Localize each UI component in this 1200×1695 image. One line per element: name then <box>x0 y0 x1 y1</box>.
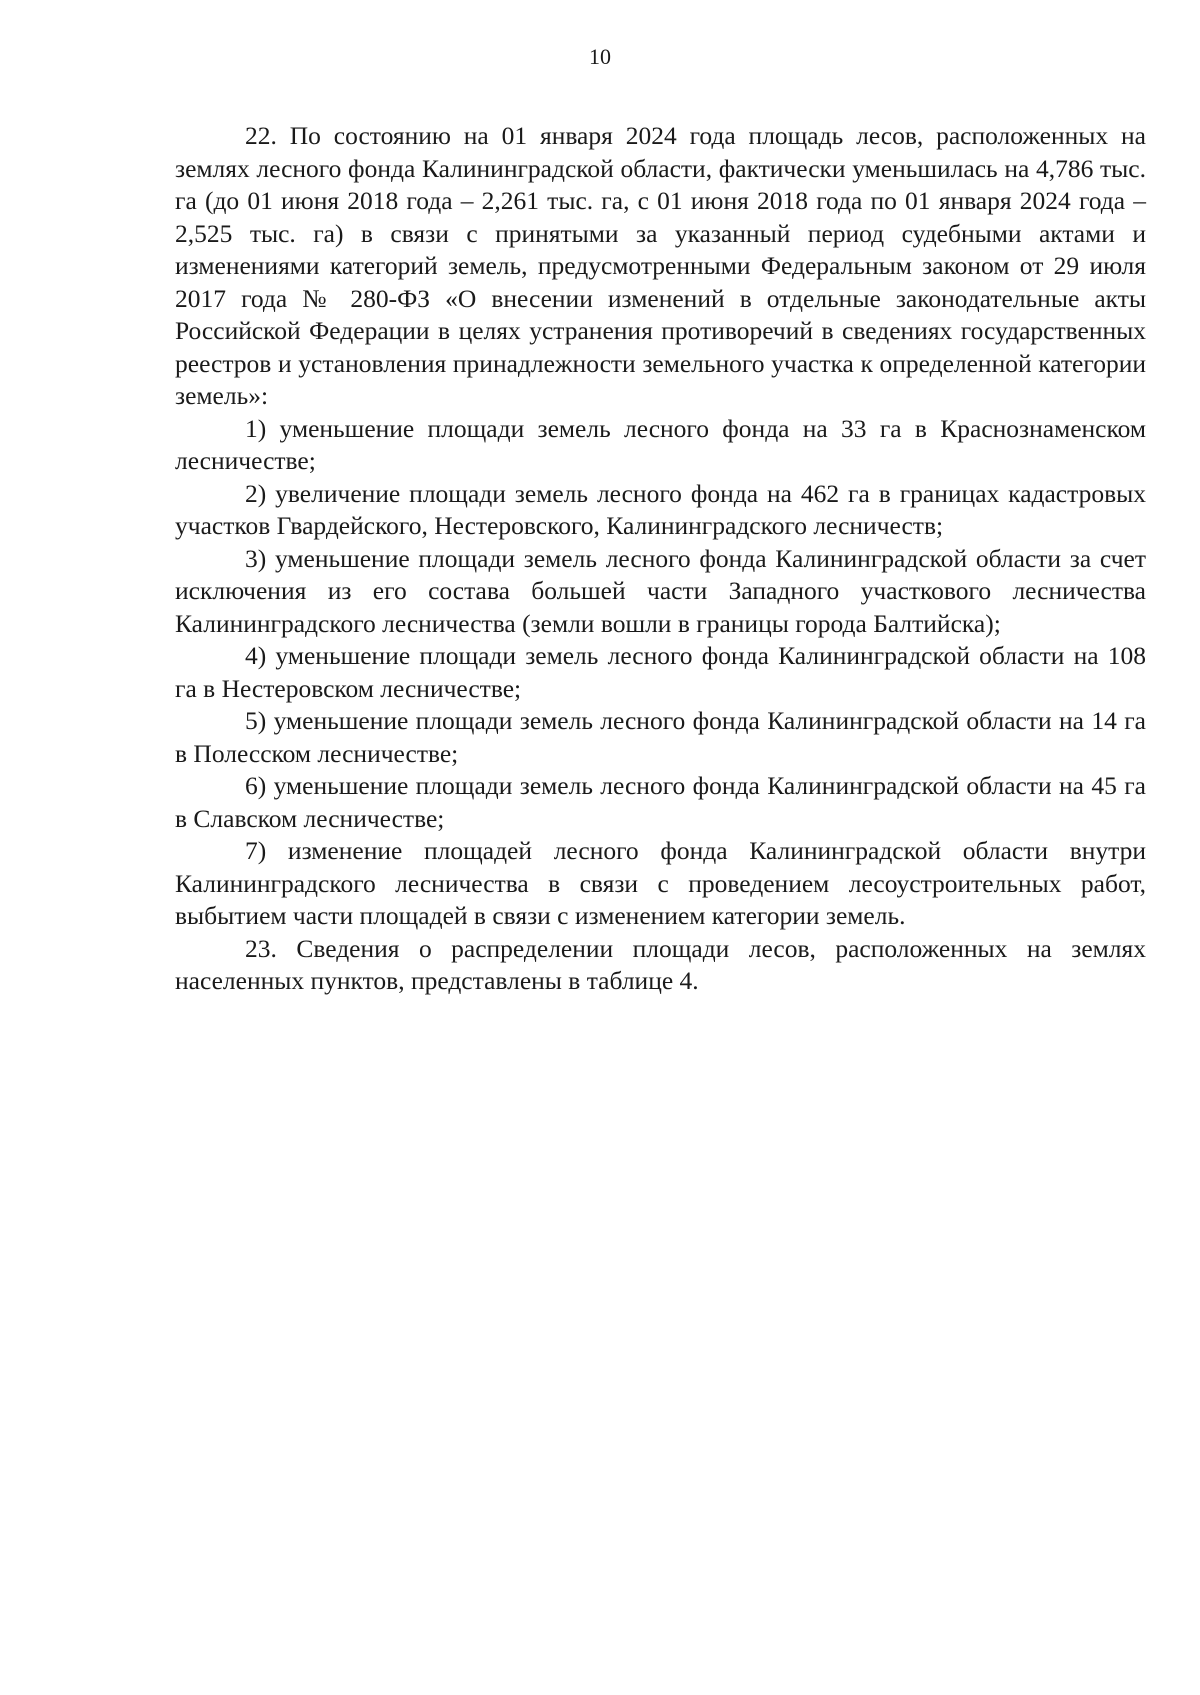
list-item-5: 5) уменьшение площади земель лесного фонда Калининградской области на 14 га в Полесском лесничестве; <box>175 706 1146 768</box>
page-number: 10 <box>589 44 611 69</box>
list-item-7: 7) изменение площадей лесного фонда Калининградской области внутри Калининградского лесничества в связи с проведением лесоустроительных работ, выбытием части площадей в связи с изменением категории земель. <box>175 836 1146 930</box>
list-item-6: 6) уменьшение площади земель лесного фонда Калининградской области на 45 га в Славском лесничестве; <box>175 771 1146 833</box>
paragraph-22: 22. По состоянию на 01 января 2024 года площадь лесов, расположенных на землях лесного фонда Калининградской области, фактически уменьшилась на 4,786 тыс. га (до 01 июня 2018 года – 2,261 тыс. га, с 01 июня 2018 года по 01 января 2024 года – 2,525 тыс. га) в связи с принятыми за указанный период судебными актами и изменениями категорий земель, предусмотренными Федеральным законом от 29 июля 2017 года № 280-ФЗ «О внесении изменений в отдельные законодательные акты Российской Федерации в целях устранения противоречий в сведениях государственных реестров и установления принадлежности земельного участка к определенной категории земель»: <box>175 121 1146 410</box>
document-body <box>175 120 1146 998</box>
list-item-2: 2) увеличение площади земель лесного фонда на 462 га в границах кадастровых участков Гвардейского, Нестеровского, Калининградского лесничеств; <box>175 478 1146 540</box>
list-item-4: 4) уменьшение площади земель лесного фонда Калининградской области на 108 га в Нестеровском лесничестве; <box>175 641 1146 703</box>
paragraph-23: 23. Сведения о распределении площади лесов, расположенных на землях населенных пунктов, представлены в таблице 4. <box>175 933 1146 995</box>
list-item-3: 3) уменьшение площади земель лесного фонда Калининградской области за счет исключения из его состава большей части Западного участкового лесничества Калининградского лесничества (земли вошли в границы города Балтийска); <box>175 543 1146 638</box>
list-item-1: 1) уменьшение площади земель лесного фонда на 33 га в Краснознаменском лесничестве; <box>175 413 1146 475</box>
